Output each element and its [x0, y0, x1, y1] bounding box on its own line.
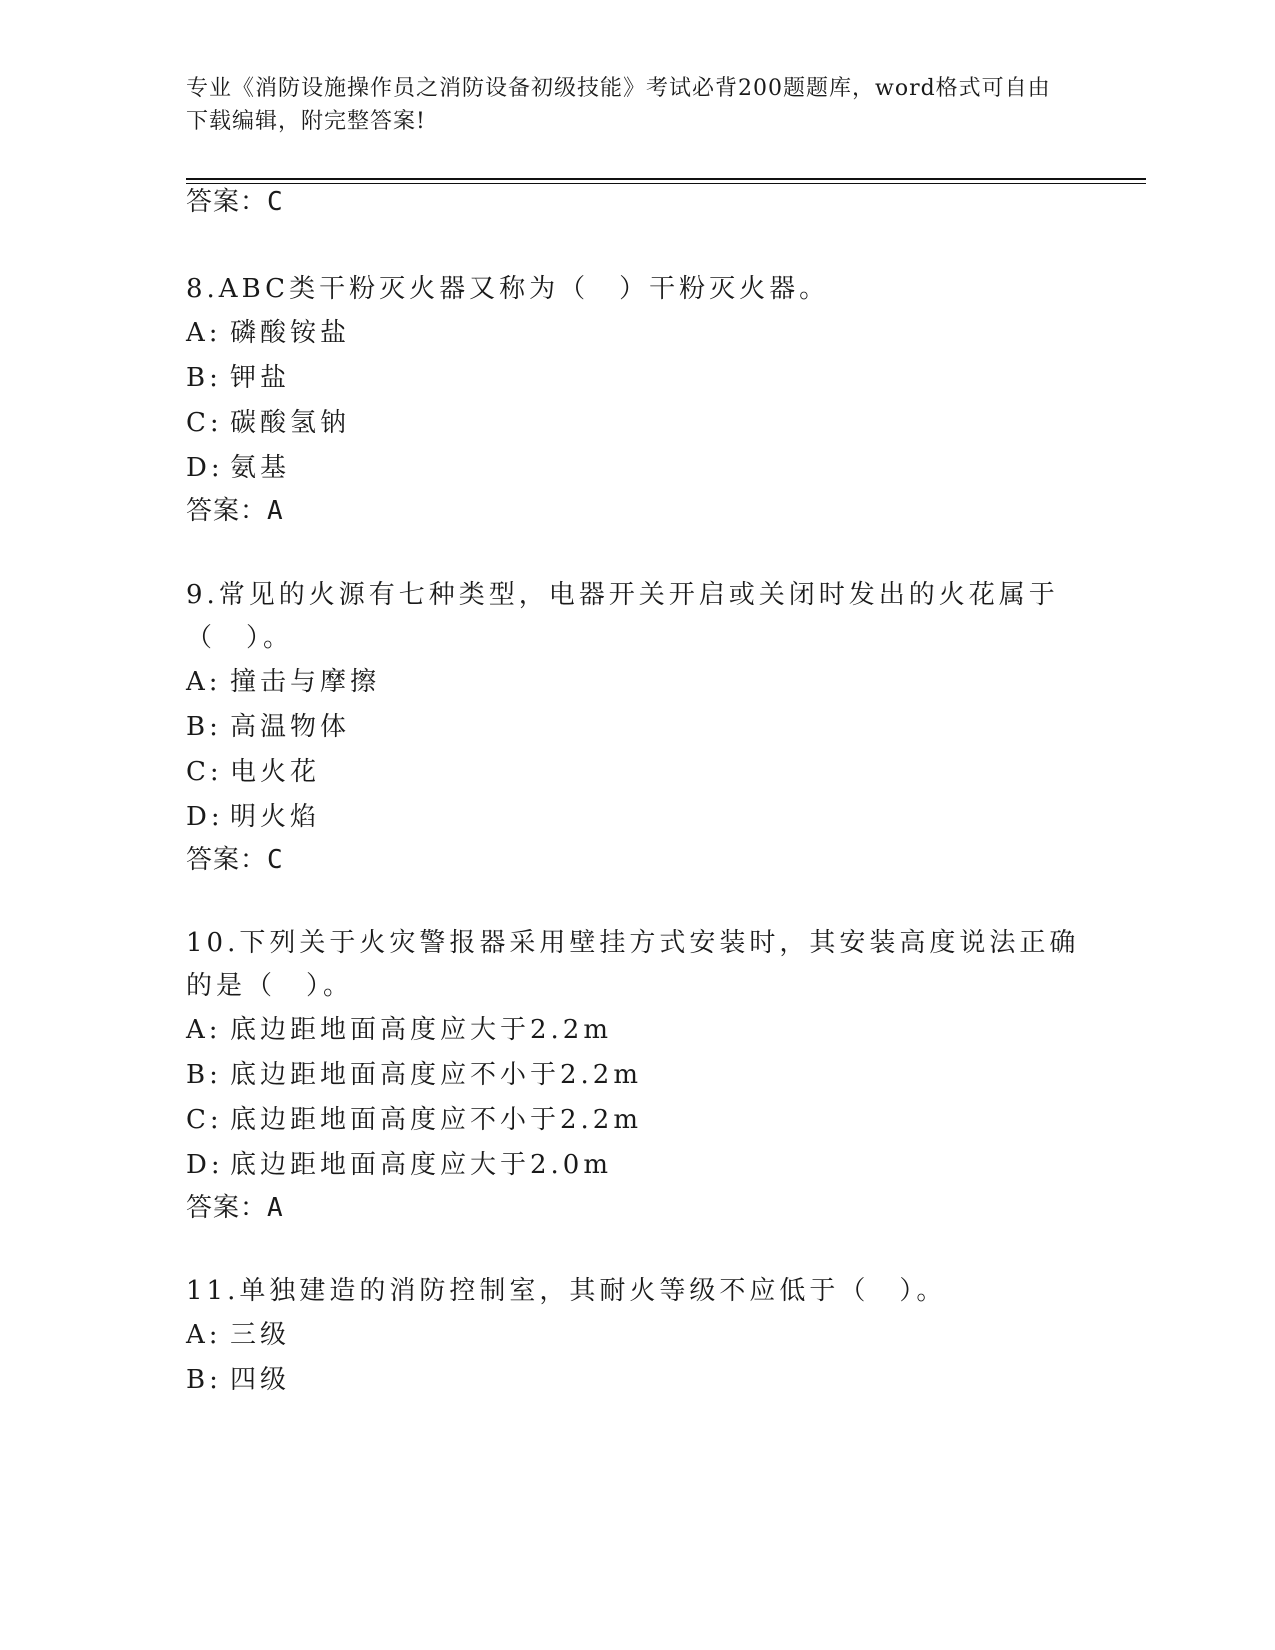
- option-letter: C:: [186, 1105, 223, 1135]
- answer-label: 答案：: [186, 187, 268, 217]
- answer-value: C: [267, 845, 284, 875]
- option-letter: D:: [186, 1150, 224, 1180]
- option-letter: D:: [186, 453, 224, 483]
- option-a: [186, 660, 1146, 705]
- option-text: 氨基: [230, 453, 291, 483]
- option-letter: C:: [186, 408, 223, 438]
- option-c: [186, 401, 1146, 446]
- option-d: [186, 446, 1146, 491]
- option-text: 高温物体: [230, 712, 351, 742]
- option-text: 底边距地面高度应大于2.0m: [230, 1150, 613, 1180]
- option-letter: A:: [186, 667, 222, 697]
- prev-answer: [186, 182, 1146, 222]
- answer-label: 答案：: [186, 496, 268, 526]
- option-letter: C:: [186, 757, 223, 787]
- answer-label: 答案：: [186, 845, 268, 875]
- option-d: [186, 795, 1146, 840]
- option-letter: A:: [186, 318, 222, 348]
- question-stem: 9.常见的火源有七种类型，电器开关开启或关闭时发出的火花属于（ ）。: [186, 580, 1059, 653]
- option-a: [186, 311, 1146, 356]
- question-stem: 11.单独建造的消防控制室，其耐火等级不应低于（ ）。: [186, 1276, 947, 1306]
- question-10: [186, 922, 1146, 1228]
- option-letter: B:: [186, 1060, 222, 1090]
- header-divider: [186, 178, 1146, 180]
- option-b: [186, 356, 1146, 401]
- question-answer: [186, 491, 1146, 531]
- option-a: [186, 1008, 1146, 1053]
- option-c: [186, 1098, 1146, 1143]
- option-text: 电火花: [230, 757, 321, 787]
- option-text: 钾盐: [230, 363, 291, 393]
- question-stem: 8.ABC类干粉灭火器又称为（ ）干粉灭火器。: [186, 274, 830, 304]
- question-answer: [186, 1188, 1146, 1228]
- question-11: [186, 1270, 1146, 1403]
- option-text: 三级: [230, 1320, 291, 1350]
- option-letter: D:: [186, 802, 224, 832]
- document-header: 专业《消防设施操作员之消防设备初级技能》考试必背200题题库，word格式可自由下载编辑，附完整答案!: [186, 76, 1051, 134]
- option-d: [186, 1143, 1146, 1188]
- option-text: 底边距地面高度应大于2.2m: [230, 1015, 613, 1045]
- question-answer: [186, 840, 1146, 880]
- option-text: 碳酸氢钠: [230, 408, 351, 438]
- option-letter: B:: [186, 363, 222, 393]
- option-text: 磷酸铵盐: [230, 318, 351, 348]
- option-text: 撞击与摩擦: [230, 667, 381, 697]
- option-letter: B:: [186, 712, 222, 742]
- option-text: 明火焰: [230, 802, 321, 832]
- question-stem: 10.下列关于火灾警报器采用壁挂方式安装时，其安装高度说法正确的是（ ）。: [186, 928, 1080, 1001]
- option-text: 底边距地面高度应不小于2.2m: [230, 1105, 643, 1135]
- answer-label: 答案：: [186, 1193, 268, 1223]
- answer-value: A: [267, 496, 284, 526]
- option-b: [186, 1053, 1146, 1098]
- option-letter: A:: [186, 1015, 222, 1045]
- question-9: [186, 574, 1146, 880]
- option-a: [186, 1313, 1146, 1358]
- option-b: [186, 1358, 1146, 1403]
- option-letter: B:: [186, 1365, 222, 1395]
- answer-value: A: [267, 1193, 284, 1223]
- option-b: [186, 705, 1146, 750]
- option-c: [186, 750, 1146, 795]
- answer-value: C: [267, 187, 284, 217]
- question-8: [186, 268, 1146, 531]
- option-letter: A:: [186, 1320, 222, 1350]
- option-text: 四级: [230, 1365, 291, 1395]
- option-text: 底边距地面高度应不小于2.2m: [230, 1060, 643, 1090]
